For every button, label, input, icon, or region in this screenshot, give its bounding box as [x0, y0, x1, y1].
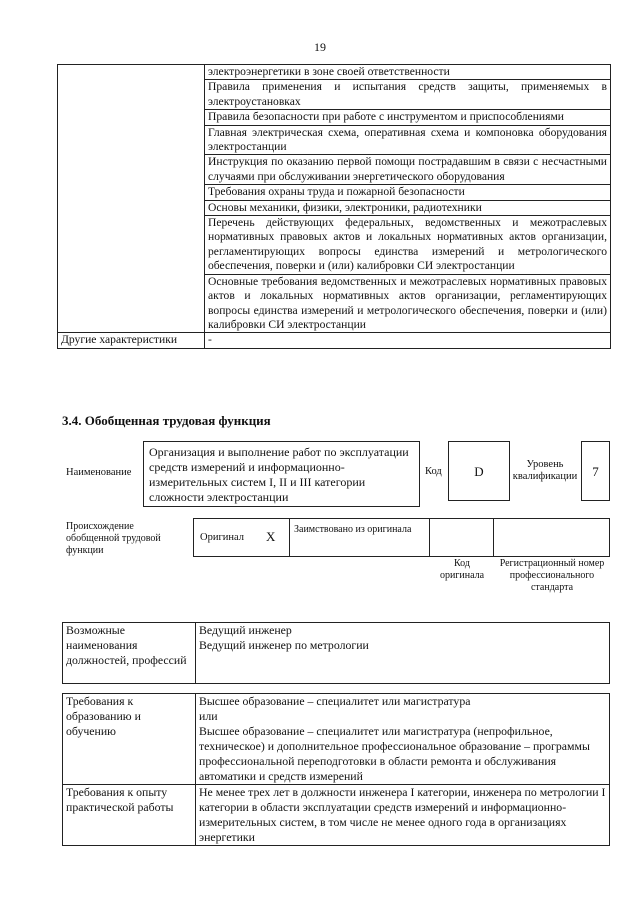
education-line: или — [199, 709, 218, 723]
origin-divider — [493, 518, 494, 557]
knowledge-table — [57, 64, 611, 349]
code-label: Код — [425, 466, 442, 477]
table-cell: Инструкция по оказанию первой помощи пострадавшим в связи с несчастными случаями при обслуживании энергетического оборудования — [205, 155, 611, 185]
other-characteristics-value: - — [205, 333, 611, 348]
table-row — [58, 333, 611, 348]
origin-divider — [429, 518, 430, 557]
table-cell: Основы механики, физики, электроники, радиотехники — [205, 200, 611, 215]
table-cell: Требования охраны труда и пожарной безопасности — [205, 185, 611, 200]
table-label-cell — [58, 65, 205, 333]
table-row — [58, 65, 611, 80]
original-mark: X — [266, 529, 276, 544]
position-line: Ведущий инженер — [199, 623, 292, 637]
education-value — [196, 694, 610, 785]
table-cell: Правила безопасности при работе с инструментом и приспособлениями — [205, 110, 611, 125]
education-label: Требования к образованию и обучению — [63, 694, 196, 785]
requirements-table — [62, 693, 610, 846]
positions-value — [196, 623, 610, 684]
origin-divider — [289, 518, 290, 557]
table-cell: Перечень действующих федеральных, ведомственных и межотраслевых нормативных правовых актов и локальных нормативных актов организации, регламентирующих вопросы единства измерений и метрологического обеспечения, поверки и (или) калибровки СИ электростанции — [205, 216, 611, 275]
other-characteristics-label: Другие характеристики — [58, 333, 205, 348]
table-cell: Правила применения и испытания средств защиты, применяемых в электроустановках — [205, 80, 611, 110]
table-cell: электроэнергетики в зоне своей ответственности — [205, 65, 611, 80]
table-row — [63, 623, 610, 684]
education-line: Высшее образование – специалитет или магистратура — [199, 694, 471, 708]
origin-label: Происхождение обобщенной трудовой функции — [66, 521, 161, 556]
table-row — [63, 694, 610, 785]
name-label: Наименование — [66, 467, 132, 478]
experience-line: Не менее трех лет в должности инженера I категории, инженера по метрологии I категории в области эксплуатации средств измерений и информационно-измерительных систем, в том числе не менее одного года в организациях энергетики — [199, 785, 606, 844]
name-value-box: Организация и выполнение работ по эксплуатации средств измерений и информационно-измерительных систем I, II и III категории сложности электростанции — [143, 441, 420, 507]
table-cell: Главная электрическая схема, оперативная схема и компоновка оборудования электростанции — [205, 125, 611, 155]
page-number: 19 — [314, 40, 326, 54]
position-line: Ведущий инженер по метрологии — [199, 638, 369, 652]
level-label: Уровень квалификации — [512, 459, 578, 482]
positions-table — [62, 622, 610, 684]
code-value-box: D — [448, 441, 510, 501]
code-original-label: Код оригинала — [439, 558, 485, 581]
education-line: Высшее образование – специалитет или магистратура (непрофильное, техническое) и дополнительное профессиональное образование – программы профессиональной переподготовки в области ремонта и обслуживания автоматики и средств измерений — [199, 724, 590, 783]
original-label: Оригинал — [200, 532, 244, 543]
table-cell: Основные требования ведомственных и межотраслевых нормативных правовых актов и локальных нормативных актов организации, регламентирующих вопросы единства измерений и метрологического обеспечения, поверки и (или) калибровки СИ электростанции — [205, 274, 611, 333]
level-value-box: 7 — [581, 441, 610, 501]
table-row — [63, 785, 610, 846]
experience-value — [196, 785, 610, 846]
section-title: 3.4. Обобщенная трудовая функция — [62, 413, 271, 428]
experience-label: Требования к опыту практической работы — [63, 785, 196, 846]
positions-label: Возможные наименования должностей, профессий — [63, 623, 196, 684]
reg-number-label: Регистрационный номер профессионального стандарта — [499, 558, 605, 593]
borrowed-label: Заимствовано из оригинала — [294, 524, 412, 535]
